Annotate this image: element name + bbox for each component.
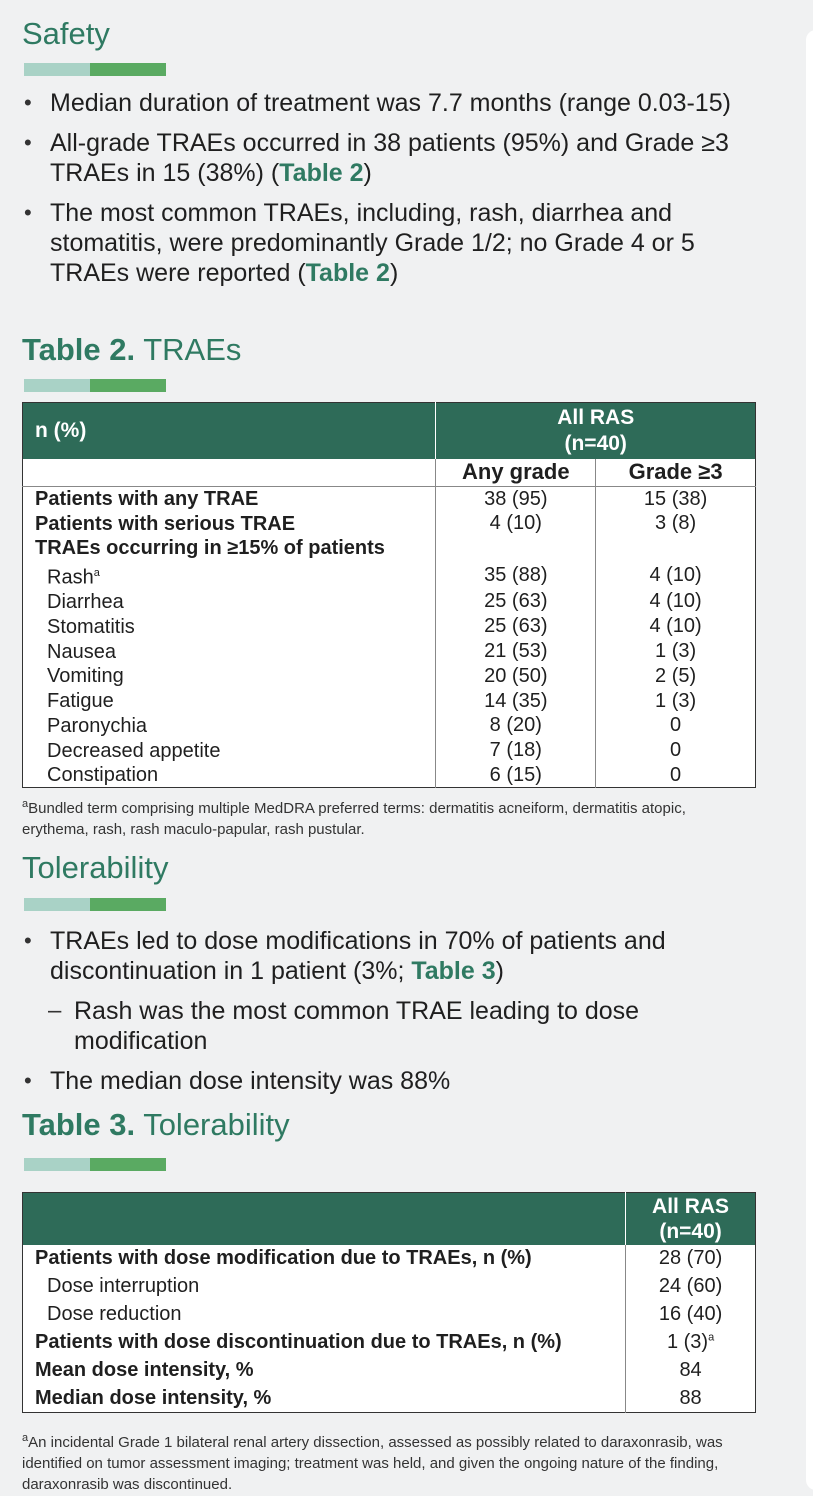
any-grade-value: 35 (88): [436, 561, 596, 590]
bullet-item: [22, 128, 742, 188]
table-row: [23, 536, 756, 561]
any-grade-value: 6 (15): [436, 763, 596, 788]
all-ras-value: 88: [626, 1385, 756, 1413]
row-label: Patients with serious TRAE: [35, 512, 296, 535]
any-grade-value: [436, 536, 596, 561]
tolerability-bullet-list: [22, 926, 762, 1106]
any-grade-value: 4 (10): [436, 511, 596, 536]
table3-footnote: $^a$An incidental Grade 1 bilateral renal artery dissection, assessed as possibly related to daraxonrasib, was identified on tumor assessment imaging; treatment was held, and given the ongoing nature of the finding, daraxonrasib was discontinued.: [22, 1432, 723, 1493]
all-ras-value: 84: [626, 1357, 756, 1385]
table3-title: Table 3. Tolerability: [22, 1107, 290, 1142]
grade3-value: 4 (10): [596, 590, 756, 615]
grade3-value: 0: [596, 738, 756, 763]
any-grade-value: 8 (20): [436, 714, 596, 739]
row-label: Median dose intensity, %: [35, 1386, 272, 1409]
bullet-item: – Rash was the most common TRAE leading to dose modification: [22, 996, 762, 1056]
table-reference: Table 3: [411, 957, 496, 985]
row-label: Mean dose intensity, %: [35, 1359, 254, 1381]
row-label: Nausea: [47, 640, 116, 663]
table-row: [23, 1301, 756, 1329]
n-percent-header: n (%): [23, 403, 436, 459]
any-grade-header: Any grade: [436, 459, 596, 487]
table-row: [23, 487, 756, 512]
any-grade-value: 7 (18): [436, 738, 596, 763]
table-row: [23, 511, 756, 536]
table-row: [23, 1245, 756, 1273]
row-label: Patients with dose modification due to TRAEs, n (%): [35, 1247, 532, 1269]
bullet-text: TRAEs led to dose modifications in 70% of patients and discontinuation in 1 patient (3%;: [50, 927, 666, 985]
table2-accent-bar: [24, 379, 166, 392]
bullet-text: The most common TRAEs, including, rash, diarrhea and stomatitis, were predominantly Grade 1/2; no Grade 4 or 5 TRAEs were reported (: [50, 199, 695, 287]
bullet-item: • The median dose intensity was 88%: [22, 1066, 762, 1096]
row-label: Decreased appetite: [47, 739, 221, 762]
table-row: [23, 614, 756, 639]
all-ras-value: 16 (40): [626, 1301, 756, 1329]
table-row: [23, 1329, 756, 1357]
row-label: Paronychia: [47, 714, 148, 737]
bullet-text-end: ): [495, 957, 504, 985]
any-grade-value: 25 (63): [436, 590, 596, 615]
bullet-text-end: ): [363, 159, 372, 187]
tolerability-heading: Tolerability: [22, 850, 169, 885]
grade3-value: 4 (10): [596, 614, 756, 639]
grade3-header: Grade ≥3: [596, 459, 756, 487]
grade3-value: 15 (38): [596, 487, 756, 512]
row-label: Fatigue: [47, 690, 114, 713]
grade3-value: 0: [596, 714, 756, 739]
table2-traes: [22, 402, 756, 788]
table-reference: Table 2: [305, 259, 390, 287]
row-label: Vomiting: [47, 665, 124, 688]
row-label: Dose interruption: [47, 1275, 200, 1297]
row-label: Constipation: [47, 764, 159, 787]
table2-title: Table 2. TRAEs: [22, 332, 242, 367]
bullet-item: [22, 926, 762, 986]
bullet-text-end: ): [389, 259, 399, 287]
row-label: Patients with any TRAE: [35, 488, 259, 511]
row-label: TRAEs occurring in ≥15% of patients: [35, 537, 385, 560]
all-ras-header: All RAS (n=40): [436, 403, 756, 459]
all-ras-value: 1 $(3)^a$: [626, 1329, 756, 1357]
any-grade-value: 21 (53): [436, 639, 596, 664]
table-row: [23, 689, 756, 714]
table2-footnote: $^a$Bundled term comprising multiple MedDRA preferred terms: dermatitis acneiform, dermatitis atopic, erythema, rash, rash maculo-papular, rash pustular.: [22, 798, 686, 838]
any-grade-value: 25 (63): [436, 614, 596, 639]
grade3-value: 2 (5): [596, 664, 756, 689]
row-label: Diarrhea: [47, 590, 124, 613]
table-row: [23, 1273, 756, 1301]
safety-bullet-list: [22, 88, 742, 298]
table-row: [23, 639, 756, 664]
table-row: [23, 590, 756, 615]
grade3-value: 4 (10): [596, 561, 756, 590]
table3-tolerability: [22, 1192, 756, 1413]
table3-accent-bar: [24, 1158, 166, 1171]
grade3-value: 1 (3): [596, 689, 756, 714]
grade3-value: 0: [596, 763, 756, 788]
row-label: Stomatitis: [47, 615, 135, 638]
any-grade-value: 20 (50): [436, 664, 596, 689]
bullet-item: • Median duration of treatment was 7.7 months (range 0.03-15): [22, 88, 742, 118]
table-row: [23, 1385, 756, 1413]
table-row: [23, 714, 756, 739]
safety-accent-bar: [24, 63, 166, 76]
table-row: [23, 1357, 756, 1385]
row-label: Dose reduction: [47, 1303, 182, 1325]
table-reference: Table 2: [279, 159, 364, 187]
table-row: [23, 763, 756, 788]
tolerability-accent-bar: [24, 898, 166, 911]
row-label: Rash$^a$: [47, 566, 100, 589]
bullet-text: All-grade TRAEs occurred in 38 patients (95%) and Grade ≥3 TRAEs in 15 (38%) (: [50, 129, 729, 187]
safety-heading: Safety: [22, 16, 110, 51]
any-grade-value: 14 (35): [436, 689, 596, 714]
table-row: [23, 561, 756, 590]
all-ras-value: 24 (60): [626, 1273, 756, 1301]
row-label: Patients with dose discontinuation due to TRAEs, n (%): [35, 1331, 562, 1353]
bullet-item: [22, 198, 742, 288]
table-row: [23, 738, 756, 763]
table-row: [23, 664, 756, 689]
grade3-value: 1 (3): [596, 639, 756, 664]
table3-all-ras-header: All RAS (n=40): [626, 1193, 756, 1245]
grade3-value: 3 (8): [596, 511, 756, 536]
grade3-value: [596, 536, 756, 561]
all-ras-value: 28 (70): [626, 1245, 756, 1273]
any-grade-value: 38 (95): [436, 487, 596, 512]
side-panel-edge: [806, 30, 813, 1490]
